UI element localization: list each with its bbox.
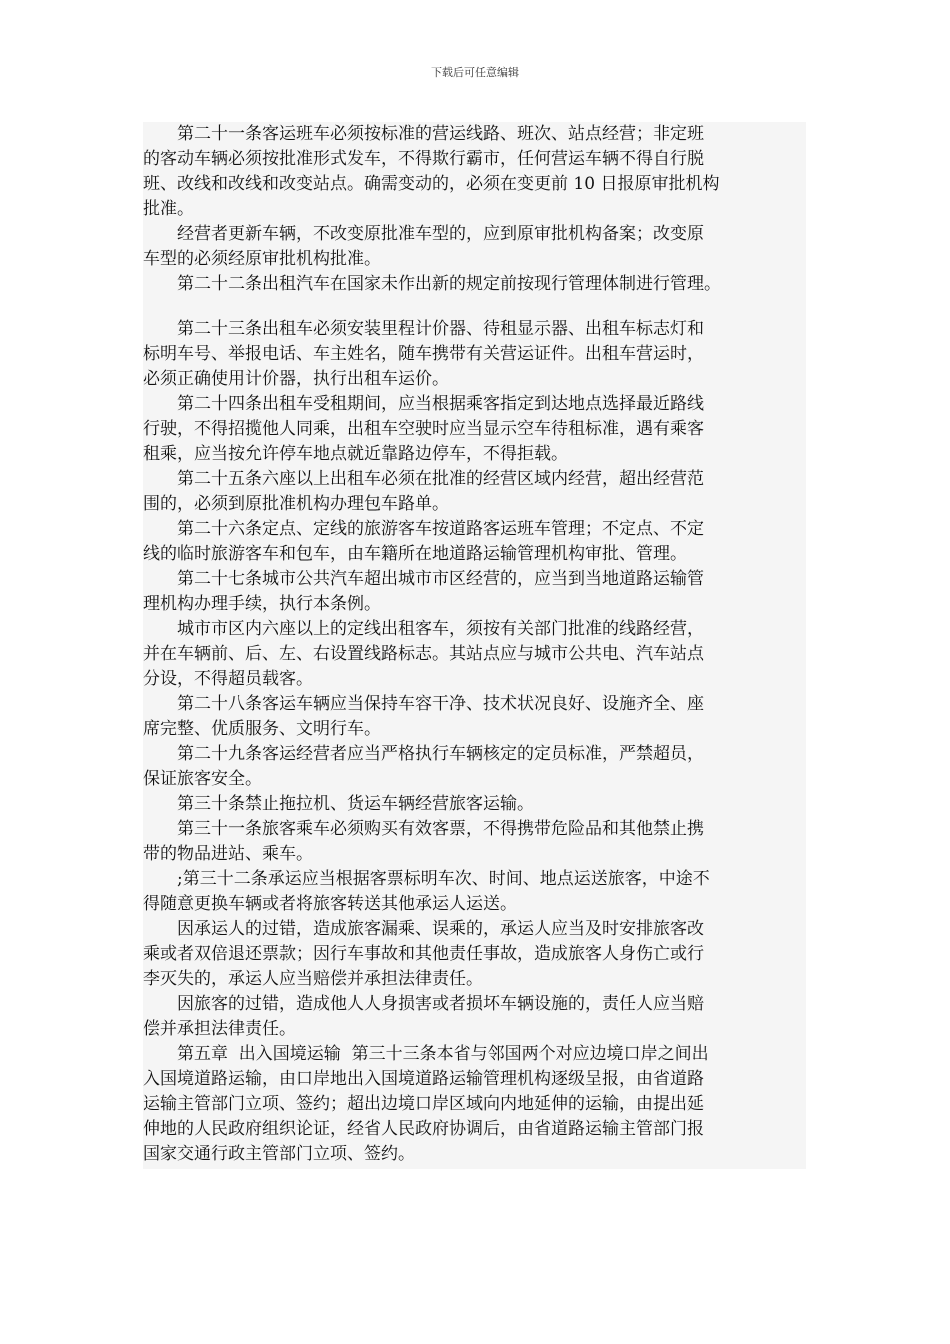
text-line: 班、改线和改线和改变站点。确需变动的，必须在变更前 10 日报原审批机构 [143, 174, 720, 194]
text-line: 并在车辆前、后、左、右设置线路标志。其站点应与城市公共电、汽车站点 [143, 644, 704, 664]
document-body [143, 122, 806, 1169]
text-line: 第二十七条城市公共汽车超出城市市区经营的，应当到当地道路运输管 [177, 569, 704, 589]
text-line: 行驶，不得招揽他人同乘，出租车空驶时应当显示空车待租标准，遇有乘客 [143, 419, 704, 439]
paragraph [143, 867, 806, 917]
text-line: 标明车号、举报电话、车主姓名，随车携带有关营运证件。出租车营运时， [143, 344, 704, 364]
paragraph [143, 992, 806, 1042]
paragraph [143, 692, 806, 742]
paragraph [143, 272, 806, 297]
paragraph [143, 817, 806, 867]
text-line: 第五章 出入国境运输 第三十三条本省与邻国两个对应边境口岸之间出 [177, 1044, 709, 1064]
text-line: 第二十四条出租车受租期间，应当根据乘客指定到达地点选择最近路线 [177, 394, 704, 414]
paragraph [143, 467, 806, 517]
text-line: 的客动车辆必须按批准形式发车，不得欺行霸市，任何营运车辆不得自行脱 [143, 149, 704, 169]
paragraph [143, 917, 806, 992]
text-line: 因旅客的过错，造成他人人身损害或者损坏车辆设施的，责任人应当赔 [177, 994, 704, 1014]
paragraph [143, 122, 806, 222]
text-line: 第二十一条客运班车必须按标准的营运线路、班次、站点经营；非定班 [177, 124, 704, 144]
text-line: 批准。 [143, 199, 194, 219]
text-line: 运输主管部门立项、签约；超出边境口岸区域向内地延伸的运输，由提出延 [143, 1094, 704, 1114]
paragraph [143, 392, 806, 467]
paragraph [143, 222, 806, 272]
text-line: 李灭失的，承运人应当赔偿并承担法律责任。 [143, 969, 483, 989]
paragraph [143, 517, 806, 567]
text-line: 乘或者双倍退还票款；因行车事故和其他责任事故，造成旅客人身伤亡或行 [143, 944, 704, 964]
paragraph [143, 567, 806, 617]
text-line: 围的，必须到原批准机构办理包车路单。 [143, 494, 449, 514]
text-line: 必须正确使用计价器，执行出租车运价。 [143, 369, 449, 389]
text-line: 席完整、优质服务、文明行车。 [143, 719, 381, 739]
text-line: 偿并承担法律责任。 [143, 1019, 296, 1039]
text-line: 经营者更新车辆，不改变原批准车型的，应到原审批机构备案；改变原 [177, 224, 704, 244]
text-line: 伸地的人民政府组织论证，经省人民政府协调后，由省道路运输主管部门报 [143, 1119, 704, 1139]
paragraph [143, 317, 806, 392]
text-line: 第二十六条定点、定线的旅游客车按道路客运班车管理；不定点、不定 [177, 519, 704, 539]
text-line: 入国境道路运输，由口岸地出入国境道路运输管理机构逐级呈报，由省道路 [143, 1069, 704, 1089]
paragraph [143, 742, 806, 792]
text-line: 分设，不得超员载客。 [143, 669, 313, 689]
paragraph [143, 1042, 806, 1167]
text-line: 国家交通行政主管部门立项、签约。 [143, 1144, 415, 1164]
text-line: 第三十条禁止拖拉机、货运车辆经营旅客运输。 [177, 794, 534, 814]
blank-line [143, 297, 806, 317]
text-line: 得随意更换车辆或者将旅客转送其他承运人运送。 [143, 894, 517, 914]
text-line: 第三十一条旅客乘车必须购买有效客票，不得携带危险品和其他禁止携 [177, 819, 704, 839]
paragraph [143, 617, 806, 692]
text-line: 第二十二条出租汽车在国家未作出新的规定前按现行管理体制进行管理。 [177, 274, 721, 294]
text-line: 保证旅客安全。 [143, 769, 262, 789]
text-line: 第二十三条出租车必须安装里程计价器、待租显示器、出租车标志灯和 [177, 319, 704, 339]
text-line: 带的物品进站、乘车。 [143, 844, 313, 864]
text-line: 第二十八条客运车辆应当保持车容干净、技术状况良好、设施齐全、座 [177, 694, 704, 714]
text-line: 因承运人的过错，造成旅客漏乘、误乘的，承运人应当及时安排旅客改 [177, 919, 704, 939]
text-line: 第二十九条客运经营者应当严格执行车辆核定的定员标准，严禁超员， [177, 744, 704, 764]
text-line: 理机构办理手续，执行本条例。 [143, 594, 381, 614]
text-line: 车型的必须经原审批机构批准。 [143, 249, 381, 269]
text-line: 租乘，应当按允许停车地点就近靠路边停车，不得拒载。 [143, 444, 568, 464]
page-header: 下载后可任意编辑 [431, 66, 519, 79]
text-line: 线的临时旅游客车和包车，由车籍所在地道路运输管理机构审批、管理。 [143, 544, 687, 564]
text-line: ;第三十二条承运应当根据客票标明车次、时间、地点运送旅客，中途不 [177, 869, 710, 889]
paragraph [143, 792, 806, 817]
text-line: 城市市区内六座以上的定线出租客车，须按有关部门批准的线路经营， [177, 619, 704, 639]
text-line: 第二十五条六座以上出租车必须在批准的经营区域内经营，超出经营范 [177, 469, 704, 489]
